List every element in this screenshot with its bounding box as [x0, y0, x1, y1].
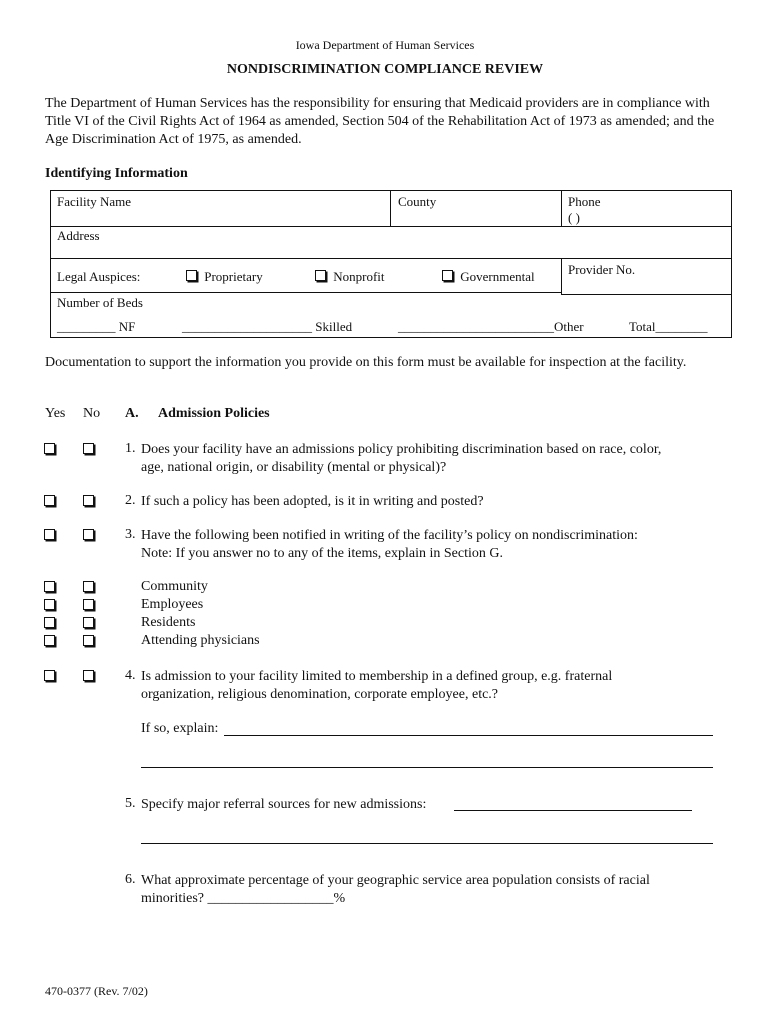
governmental-checkbox[interactable] [442, 270, 453, 281]
nonprofit-option[interactable] [315, 269, 385, 285]
yes-column-header: Yes [45, 406, 66, 421]
proprietary-option[interactable] [186, 269, 263, 285]
county-field[interactable]: County [398, 194, 437, 209]
column-divider [561, 191, 562, 226]
q4-text-line2: organization, religious denomination, corporate employee, etc.? [141, 687, 499, 702]
q2-number: 2. [125, 493, 136, 508]
number-of-beds-label: Number of Beds [57, 295, 143, 310]
q4-yes-checkbox[interactable] [44, 670, 55, 681]
attending-physicians-yes-checkbox[interactable] [44, 635, 55, 646]
section-a-title: Admission Policies [158, 406, 270, 421]
q4-text-line1: Is admission to your facility limited to membership in a defined group, e.g. fraternal [141, 669, 613, 684]
nonprofit-checkbox[interactable] [315, 270, 326, 281]
sub-item-employees: Employees [141, 597, 204, 612]
employees-no-checkbox[interactable] [83, 599, 94, 610]
column-divider [561, 258, 562, 294]
phone-area-code[interactable]: ( ) [568, 210, 580, 225]
skilled-beds-field[interactable]: ____________________ Skilled [182, 319, 353, 334]
q3-text-line1: Have the following been notified in writing of the facility’s policy on nondiscrimination: [141, 528, 638, 543]
identifying-information-table [50, 190, 732, 338]
q1-yes-checkbox[interactable] [44, 443, 55, 454]
community-yes-checkbox[interactable] [44, 581, 55, 592]
provider-number-field[interactable]: Provider No. [568, 262, 636, 277]
row-divider [561, 294, 731, 295]
q5-answer-line[interactable] [454, 810, 692, 811]
other-beds-field[interactable]: ________________________Other [398, 319, 584, 334]
form-number-footer: 470-0377 (Rev. 7/02) [45, 984, 148, 998]
q5-number: 5. [125, 796, 136, 811]
governmental-option[interactable] [442, 269, 535, 285]
q3-no-checkbox[interactable] [83, 529, 94, 540]
proprietary-label: Proprietary [204, 269, 263, 284]
row-divider [51, 258, 731, 259]
q6-text-line2: minorities? __________________% [141, 891, 346, 906]
sub-item-residents: Residents [141, 615, 196, 630]
q4-number: 4. [125, 668, 136, 683]
q4-no-checkbox[interactable] [83, 670, 94, 681]
q1-text-line2: age, national origin, or disability (mental or physical)? [141, 460, 447, 475]
facility-name-field[interactable]: Facility Name [57, 194, 132, 209]
row-divider [51, 292, 561, 293]
section-a-letter: A. [125, 406, 139, 421]
attending-physicians-no-checkbox[interactable] [83, 635, 94, 646]
nonprofit-label: Nonprofit [333, 269, 385, 284]
residents-yes-checkbox[interactable] [44, 617, 55, 628]
row-divider [51, 226, 731, 227]
nf-beds-field[interactable]: _________ NF [57, 319, 136, 334]
sub-item-community: Community [141, 579, 208, 594]
form-title: NONDISCRIMINATION COMPLIANCE REVIEW [226, 62, 544, 77]
q3-number: 3. [125, 527, 136, 542]
residents-no-checkbox[interactable] [83, 617, 94, 628]
employees-yes-checkbox[interactable] [44, 599, 55, 610]
column-divider [390, 191, 391, 226]
proprietary-checkbox[interactable] [186, 270, 197, 281]
q2-yes-checkbox[interactable] [44, 495, 55, 506]
q2-no-checkbox[interactable] [83, 495, 94, 506]
address-field[interactable]: Address [57, 228, 100, 243]
identifying-information-heading: Identifying Information [45, 166, 188, 181]
documentation-note: Documentation to support the information you provide on this form must be available for inspection at the facility. [45, 355, 687, 370]
sub-item-attending-physicians: Attending physicians [141, 633, 260, 648]
phone-field[interactable]: Phone [568, 194, 601, 209]
q4-explain-line-2[interactable] [141, 767, 713, 768]
q3-yes-checkbox[interactable] [44, 529, 55, 540]
q1-text-line1: Does your facility have an admissions policy prohibiting discrimination based on race, color, [141, 442, 662, 457]
q2-text: If such a policy has been adopted, is it in writing and posted? [141, 494, 484, 509]
governmental-label: Governmental [460, 269, 535, 284]
q1-no-checkbox[interactable] [83, 443, 94, 454]
agency-name: Iowa Department of Human Services [295, 38, 475, 52]
q5-text: Specify major referral sources for new admissions: [141, 797, 427, 812]
q6-number: 6. [125, 872, 136, 887]
q6-text-line1: What approximate percentage of your geographic service area population consists of racial [141, 873, 650, 888]
q3-text-line2: Note: If you answer no to any of the items, explain in Section G. [141, 546, 503, 561]
total-beds-field[interactable]: Total________ [629, 319, 708, 334]
q1-number: 1. [125, 441, 136, 456]
intro-paragraph: The Department of Human Services has the responsibility for ensuring that Medicaid providers are in compliance with Title VI of the Civil Rights Act of 1964 as amended, Section 504 of the Rehabilitation Act of 1973 as amended; and the Age Discrimination Act of 1975, as amended. [45, 96, 715, 147]
legal-auspices-label: Legal Auspices: [57, 269, 141, 284]
q5-answer-line-2[interactable] [141, 843, 713, 844]
q4-explain-line-1[interactable] [224, 735, 713, 736]
q4-explain-label: If so, explain: [141, 721, 219, 736]
no-column-header: No [83, 406, 101, 421]
community-no-checkbox[interactable] [83, 581, 94, 592]
